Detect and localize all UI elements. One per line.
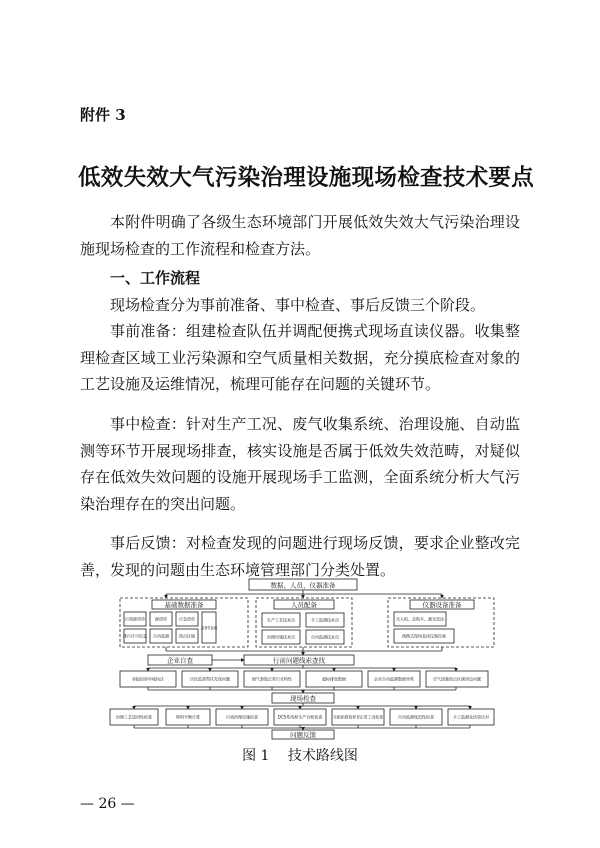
fig-col1-item: 监督性监测	[201, 626, 217, 630]
fig-clue-item: 烟气参数正常行业特性	[252, 676, 292, 682]
fig-check-item: 治理工艺适用性检查	[116, 714, 152, 720]
fig-check-item: 污染治理设施检查	[226, 714, 258, 720]
fig-col1-header: 基础数据准备	[164, 601, 204, 609]
fig-col1-item: 源清单	[155, 616, 167, 622]
stages-paragraph: 现场检查分为事前准备、事中检查、事后反馈三个阶段。	[110, 296, 486, 314]
technical-roadmap-diagram	[104, 578, 498, 740]
fig-col2-item: 手工监测技术员	[311, 617, 339, 623]
before-paragraph: 事前准备：组建检查队伍并调配便携式现场直读仪器。收集整理检查区域工业污染源和空气质量相关数据，充分摸底检查对象的工艺设施及运维情况，梳理可能存在问题的关键环节。	[80, 322, 520, 393]
during-paragraph: 事中检查：针对生产工况、废气收集系统、治理设施、自动监测等环节开展现场排查，核实设施是否属于低效失效范畴，对疑似存在低效失效问题的设施开展现场手工监测，全面系统分析大气污染治理存在的突出问题。	[80, 415, 520, 513]
fig-self-check: 企业自查	[167, 656, 193, 665]
page-title: 低效失效大气污染治理设施现场检查技术要点	[78, 165, 535, 191]
fig-col2-header: 人员配备	[291, 601, 317, 609]
fig-clue-item: 历次监督帮扶发现问题	[190, 676, 230, 682]
fig-col1-item: 污染源清单	[125, 616, 145, 622]
fig-check-item: 手工监测及结果比对	[453, 714, 489, 720]
fig-col3-item: 便携式现场直读仪器设备	[402, 633, 446, 639]
fig-clue-item: 空气质量热点区域周边问题	[433, 676, 481, 682]
fig-clue-item: 举报投诉环境执法	[132, 676, 164, 682]
fig-clue-item: 企业自动监测数据异常	[374, 676, 414, 682]
fig-col3-header: 仪器设备准备	[422, 601, 462, 609]
after-paragraph: 事后反馈：对检查发现的问题进行现场反馈，要求企业整改完善，发现的问题由生态环境管理部门分类处置。	[80, 534, 520, 579]
fig-clue: 行前问题线索查找	[273, 656, 325, 665]
fig-col1-item: 排污许可信息	[123, 633, 147, 639]
fig-col1-item: 自动监测	[153, 633, 169, 639]
fig-top-label: 数据、人员、仪器准备	[270, 581, 336, 590]
figure-caption: 图 1 技术路线图	[242, 748, 358, 764]
fig-check-item: 自动监测规范性检查	[398, 714, 434, 720]
fig-col3-item: 无人机、走航车、激光雷达	[396, 616, 444, 622]
fig-clue-item: 超标排放数据	[322, 676, 346, 682]
fig-check-item: DCS系统和生产台账检查	[277, 714, 323, 720]
fig-col2-item: 自动监测技术员	[311, 634, 339, 640]
section-heading-workflow: 一、工作流程	[110, 269, 201, 287]
fig-col2-item: 治理设施技术员	[267, 634, 295, 640]
fig-col2-item: 生产工艺技术员	[267, 617, 295, 623]
attachment-label: 附件 3	[80, 106, 126, 124]
fig-feedback: 问题反馈	[290, 731, 316, 739]
fig-col1-item: 热点区域	[179, 633, 195, 639]
fig-check-item: 物料平衡计算	[176, 714, 200, 720]
fig-col1-item: 应急清单	[179, 616, 195, 622]
intro-paragraph: 本附件明确了各级生态环境部门开展低效失效大气污染治理设施现场检查的工作流程和检查方法。	[80, 213, 520, 258]
page-number: — 26 —	[80, 796, 135, 812]
fig-check-item: 无组织排放和非正常工况检查	[333, 714, 385, 720]
fig-onsite: 现场检查	[290, 694, 316, 703]
